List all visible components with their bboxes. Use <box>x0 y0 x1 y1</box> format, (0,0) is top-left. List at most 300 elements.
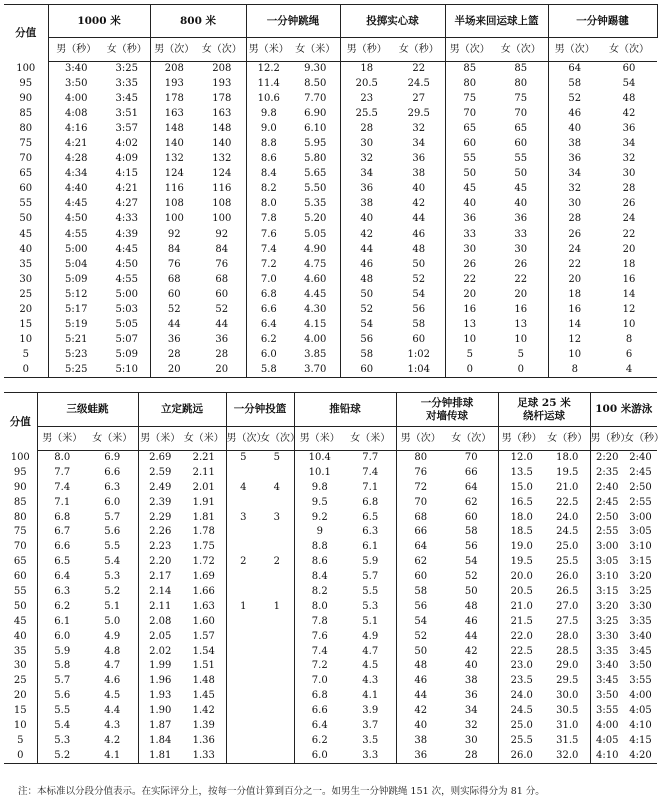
value-cell: 193 <box>198 77 246 92</box>
value-cell: 3.9 <box>345 704 396 719</box>
value-cell: 4:10 <box>590 748 624 763</box>
value-cell: 3.5 <box>345 733 396 748</box>
score-cell: 60 <box>4 182 48 197</box>
table-row <box>4 107 657 122</box>
value-cell: 16 <box>568 303 582 315</box>
table-row <box>4 689 657 704</box>
value-cell: 1.54 <box>182 644 226 659</box>
value-cell: 4:20 <box>624 748 657 763</box>
value-cell: 46 <box>360 258 374 270</box>
event-header: 半场来回运球上篮 <box>445 5 548 38</box>
value-cell: 42 <box>393 197 445 212</box>
value-cell: 5:03 <box>104 302 150 317</box>
value-cell: 18 <box>568 288 582 300</box>
value-cell: 36 <box>568 153 582 165</box>
value-cell: 5 <box>240 452 247 464</box>
value-cell: 60 <box>340 362 393 377</box>
score-cell: 85 <box>4 495 37 510</box>
score-cell: 30 <box>4 659 37 674</box>
value-cell: 7.70 <box>291 92 340 107</box>
value-cell: 5:05 <box>104 317 150 332</box>
event-header: 一分钟跳绳 <box>246 5 340 38</box>
value-cell: 6.3 <box>54 585 71 597</box>
value-cell: 3:25 <box>596 615 619 627</box>
value-cell: 4.9 <box>345 629 396 644</box>
value-cell: 3.70 <box>291 362 340 377</box>
value-cell: 58 <box>445 525 498 540</box>
value-cell: 4.7 <box>345 644 396 659</box>
score-cell: 40 <box>4 629 37 644</box>
value-cell: 52 <box>198 302 246 317</box>
value-cell: 2.11 <box>149 600 172 612</box>
value-cell: 14 <box>568 318 582 330</box>
unit-header: 女（秒） <box>393 38 445 62</box>
table-row <box>4 242 657 257</box>
value-cell: 70 <box>494 107 548 122</box>
value-cell: 46 <box>568 108 582 120</box>
value-cell: 2.29 <box>149 511 172 523</box>
value-cell: 58 <box>393 317 445 332</box>
value-cell: 3:51 <box>104 107 150 122</box>
value-cell: 9.30 <box>291 62 340 77</box>
value-cell: 3:05 <box>629 526 652 538</box>
value-cell <box>260 659 294 674</box>
value-cell: 13.5 <box>510 466 533 478</box>
value-cell: 36 <box>622 123 636 135</box>
value-cell: 27.0 <box>545 599 590 614</box>
score-cell: 90 <box>4 92 48 107</box>
value-cell: 56 <box>414 600 428 612</box>
value-cell: 100 <box>198 212 246 227</box>
value-cell: 1.57 <box>182 629 226 644</box>
score-cell: 10 <box>4 332 48 347</box>
value-cell: 3:20 <box>596 600 619 612</box>
value-cell: 46 <box>393 227 445 242</box>
value-cell: 5.6 <box>87 525 138 540</box>
value-cell: 56 <box>360 333 374 345</box>
value-cell: 5.2 <box>87 585 138 600</box>
value-cell: 60 <box>463 138 477 150</box>
value-cell <box>226 540 260 555</box>
value-cell: 4.2 <box>87 733 138 748</box>
value-cell: 32 <box>568 183 582 195</box>
value-cell: 4.15 <box>291 317 340 332</box>
value-cell: 3:30 <box>629 600 652 612</box>
value-cell: 132 <box>198 152 246 167</box>
value-cell <box>260 614 294 629</box>
score-cell: 100 <box>4 451 37 466</box>
table-row <box>4 465 657 480</box>
value-cell: 38 <box>393 167 445 182</box>
value-cell: 140 <box>164 138 184 150</box>
value-cell: 4:55 <box>104 272 150 287</box>
value-cell: 9.5 <box>311 496 328 508</box>
value-cell: 40 <box>393 182 445 197</box>
value-cell: 4.6 <box>87 674 138 689</box>
value-cell: 54 <box>622 78 636 90</box>
value-cell: 64 <box>445 480 498 495</box>
value-cell: 68 <box>414 511 428 523</box>
value-cell: 72 <box>414 481 428 493</box>
value-cell: 44 <box>167 318 181 330</box>
value-cell: 4:00 <box>65 93 88 105</box>
value-cell: 5.50 <box>291 182 340 197</box>
value-cell: 3:00 <box>596 541 619 553</box>
value-cell: 32 <box>393 122 445 137</box>
event-header: 三级蛙跳 <box>37 393 138 427</box>
value-cell: 5.4 <box>54 719 71 731</box>
value-cell: 60 <box>167 288 181 300</box>
value-cell: 8.6 <box>260 153 277 165</box>
value-cell: 1.33 <box>182 748 226 763</box>
value-cell: 4.8 <box>87 644 138 659</box>
value-cell: 6.3 <box>345 525 396 540</box>
value-cell: 1.60 <box>182 614 226 629</box>
event-header: 投掷实心球 <box>340 5 445 38</box>
table-row <box>4 585 657 600</box>
value-cell: 116 <box>198 182 246 197</box>
value-cell: 163 <box>164 108 184 120</box>
value-cell: 5:23 <box>65 348 88 360</box>
table-row <box>4 62 657 77</box>
table-row <box>4 272 657 287</box>
value-cell: 5:12 <box>65 288 88 300</box>
subheader-row <box>4 427 657 451</box>
value-cell: 163 <box>198 107 246 122</box>
value-cell: 1.36 <box>182 733 226 748</box>
value-cell: 5.1 <box>345 614 396 629</box>
value-cell: 6.1 <box>345 540 396 555</box>
value-cell: 24 <box>622 213 636 225</box>
value-cell: 29.0 <box>545 659 590 674</box>
value-cell: 4 <box>240 481 247 493</box>
value-cell: 4:15 <box>629 734 652 746</box>
value-cell: 4.5 <box>87 689 138 704</box>
value-cell: 8.8 <box>311 541 328 553</box>
value-cell: 32 <box>445 719 498 734</box>
value-cell: 3:10 <box>629 541 652 553</box>
value-cell: 9.8 <box>260 108 277 120</box>
value-cell: 30 <box>445 733 498 748</box>
value-cell <box>260 704 294 719</box>
value-cell: 4.45 <box>291 287 340 302</box>
value-cell: 193 <box>164 78 184 90</box>
table-row <box>4 748 657 763</box>
value-cell: 5.6 <box>54 690 71 702</box>
value-cell: 4.30 <box>291 302 340 317</box>
header-row <box>4 5 657 38</box>
event-header: 一分钟排球 对墙传球 <box>396 393 498 427</box>
value-cell: 5:00 <box>104 287 150 302</box>
value-cell: 6.8 <box>54 511 71 523</box>
value-cell: 26 <box>494 257 548 272</box>
value-cell: 3:30 <box>596 630 619 642</box>
event-header: 一分钟投篮 <box>226 393 294 427</box>
table-row <box>4 317 657 332</box>
value-cell: 8.4 <box>260 168 277 180</box>
value-cell <box>226 614 260 629</box>
value-cell: 5:10 <box>104 362 150 377</box>
value-cell: 56 <box>393 302 445 317</box>
value-cell <box>260 465 294 480</box>
value-cell: 5:04 <box>65 258 88 270</box>
value-cell: 4.4 <box>87 704 138 719</box>
table-row <box>4 212 657 227</box>
header-row <box>4 393 657 427</box>
value-cell: 2.23 <box>149 541 172 553</box>
value-cell: 5.3 <box>87 570 138 585</box>
value-cell: 18 <box>622 258 636 270</box>
value-cell: 5.20 <box>291 212 340 227</box>
value-cell: 1.45 <box>182 689 226 704</box>
value-cell: 6.0 <box>294 748 345 763</box>
value-cell: 1.81 <box>182 510 226 525</box>
value-cell: 4:05 <box>629 705 652 717</box>
value-cell <box>226 644 260 659</box>
value-cell: 30 <box>568 198 582 210</box>
unit-header: 男（次） <box>396 427 445 451</box>
value-cell: 132 <box>164 153 184 165</box>
value-cell: 4.9 <box>87 629 138 644</box>
value-cell: 10 <box>494 332 548 347</box>
value-cell: 2:45 <box>629 466 652 478</box>
value-cell: 1 <box>260 599 294 614</box>
score-cell: 55 <box>4 585 37 600</box>
value-cell: 1.42 <box>182 704 226 719</box>
table-row <box>4 733 657 748</box>
value-cell: 55 <box>494 152 548 167</box>
value-cell: 22.5 <box>545 495 590 510</box>
value-cell: 3:45 <box>596 675 619 687</box>
value-cell: 2.08 <box>149 615 172 627</box>
value-cell <box>226 629 260 644</box>
value-cell <box>260 525 294 540</box>
value-cell: 76 <box>414 466 428 478</box>
value-cell: 2 <box>240 556 247 568</box>
table-row <box>4 629 657 644</box>
table-row <box>4 599 657 614</box>
value-cell: 208 <box>198 62 246 77</box>
value-cell: 13 <box>494 317 548 332</box>
value-cell: 3 <box>240 511 247 523</box>
table-row <box>4 137 657 152</box>
value-cell: 34 <box>445 704 498 719</box>
value-cell: 40 <box>360 213 374 225</box>
value-cell: 18 <box>360 63 374 75</box>
value-cell: 6.0 <box>54 630 71 642</box>
value-cell: 1.48 <box>182 674 226 689</box>
value-cell: 3:00 <box>629 511 652 523</box>
value-cell: 24.5 <box>545 525 590 540</box>
value-cell <box>226 570 260 585</box>
value-cell: 24.5 <box>393 77 445 92</box>
score-cell: 65 <box>4 555 37 570</box>
value-cell: 5.8 <box>246 362 291 377</box>
value-cell: 11.4 <box>257 78 280 90</box>
value-cell: 21.5 <box>510 615 533 627</box>
value-cell: 2:35 <box>596 466 619 478</box>
value-cell: 2:55 <box>629 496 652 508</box>
unit-header: 男（次） <box>226 427 260 451</box>
value-cell: 40 <box>463 198 477 210</box>
unit-header: 男（米） <box>294 427 345 451</box>
value-cell: 32.0 <box>545 748 590 763</box>
unit-header: 女（米） <box>345 427 396 451</box>
value-cell: 6.7 <box>54 526 71 538</box>
value-cell <box>226 525 260 540</box>
value-cell: 42 <box>445 644 498 659</box>
table-row <box>4 480 657 495</box>
value-cell: 6.6 <box>260 303 277 315</box>
value-cell: 3:55 <box>629 675 652 687</box>
value-cell: 16 <box>622 273 636 285</box>
value-cell: 10 <box>463 333 477 345</box>
value-cell: 6.4 <box>54 571 71 583</box>
unit-header: 男（秒） <box>340 38 393 62</box>
value-cell: 12.0 <box>510 452 533 464</box>
value-cell: 7.1 <box>54 496 71 508</box>
value-cell: 40 <box>445 659 498 674</box>
value-cell: 12 <box>622 303 636 315</box>
value-cell: 29.5 <box>393 107 445 122</box>
score-cell: 15 <box>4 704 37 719</box>
value-cell: 8 <box>625 333 633 345</box>
table-row <box>4 570 657 585</box>
value-cell: 1.69 <box>182 570 226 585</box>
value-cell: 52 <box>445 570 498 585</box>
value-cell: 5.4 <box>87 555 138 570</box>
table-row <box>4 451 657 466</box>
value-cell: 20.5 <box>510 585 533 597</box>
value-cell: 58 <box>568 78 582 90</box>
unit-header: 女（次） <box>494 38 548 62</box>
score-cell: 35 <box>4 257 48 272</box>
value-cell: 3:40 <box>596 660 619 672</box>
score-cell: 0 <box>4 362 48 377</box>
value-cell: 5.0 <box>87 614 138 629</box>
value-cell: 6.8 <box>311 690 328 702</box>
value-cell: 4:09 <box>104 152 150 167</box>
value-cell: 33 <box>494 227 548 242</box>
value-cell: 4:50 <box>65 213 88 225</box>
value-cell: 3:15 <box>596 585 619 597</box>
score-cell: 100 <box>4 62 48 77</box>
value-cell: 48 <box>445 599 498 614</box>
value-cell: 20.5 <box>355 78 378 90</box>
value-cell <box>260 719 294 734</box>
unit-header: 女（次） <box>445 427 498 451</box>
value-cell: 2:50 <box>629 481 652 493</box>
value-cell: 4 <box>601 362 657 377</box>
score-cell: 20 <box>4 302 48 317</box>
value-cell: 6.4 <box>311 719 328 731</box>
value-cell: 28 <box>445 748 498 763</box>
value-cell: 6.4 <box>260 318 277 330</box>
value-cell: 20 <box>198 362 246 377</box>
value-cell: 6.5 <box>345 510 396 525</box>
value-cell: 85 <box>463 63 477 75</box>
value-cell: 124 <box>164 168 184 180</box>
value-cell: 42 <box>360 228 374 240</box>
score-column-header: 分值 <box>4 5 48 62</box>
value-cell: 84 <box>198 242 246 257</box>
table-row <box>4 525 657 540</box>
value-cell: 5.1 <box>87 599 138 614</box>
value-cell: 19.5 <box>545 465 590 480</box>
value-cell: 22.5 <box>510 645 533 657</box>
value-cell: 60 <box>494 137 548 152</box>
value-cell: 6.5 <box>54 556 71 568</box>
value-cell: 8 <box>548 362 601 377</box>
value-cell: 40 <box>568 123 582 135</box>
value-cell: 3.3 <box>345 748 396 763</box>
value-cell: 1:02 <box>393 347 445 362</box>
value-cell: 8.2 <box>260 183 277 195</box>
value-cell: 3:50 <box>596 690 619 702</box>
value-cell: 26 <box>568 228 582 240</box>
value-cell: 92 <box>198 227 246 242</box>
value-cell: 16 <box>463 303 477 315</box>
table-row <box>4 92 657 107</box>
value-cell: 36 <box>445 689 498 704</box>
table-row <box>4 644 657 659</box>
value-cell: 42 <box>414 705 428 717</box>
score-cell: 5 <box>4 347 48 362</box>
value-cell: 50 <box>360 288 374 300</box>
score-cell: 10 <box>4 719 37 734</box>
value-cell: 48 <box>622 93 636 105</box>
score-cell: 80 <box>4 510 37 525</box>
value-cell: 50 <box>463 168 477 180</box>
value-cell: 5.65 <box>291 167 340 182</box>
score-cell: 0 <box>4 748 37 763</box>
value-cell: 4:08 <box>65 108 88 120</box>
value-cell: 20 <box>150 362 198 377</box>
value-cell: 64 <box>414 541 428 553</box>
value-cell: 6.6 <box>87 465 138 480</box>
value-cell: 30.0 <box>545 689 590 704</box>
value-cell: 62 <box>414 556 428 568</box>
value-cell: 5:19 <box>65 318 88 330</box>
value-cell: 1.99 <box>149 660 172 672</box>
unit-header: 女（秒） <box>624 427 657 451</box>
table-row <box>4 227 657 242</box>
value-cell <box>226 689 260 704</box>
value-cell: 50 <box>393 257 445 272</box>
value-cell: 7.7 <box>54 466 71 478</box>
value-cell: 5.7 <box>87 510 138 525</box>
value-cell: 20 <box>494 287 548 302</box>
value-cell: 3:40 <box>65 63 88 75</box>
value-cell: 1.63 <box>182 599 226 614</box>
value-cell: 2.39 <box>149 496 172 508</box>
value-cell <box>226 704 260 719</box>
event-header: 100 米游泳 <box>590 393 657 427</box>
unit-header: 男（米） <box>138 427 182 451</box>
value-cell: 2:20 <box>596 452 619 464</box>
score-table-2 <box>4 392 664 764</box>
value-cell: 116 <box>164 183 184 195</box>
value-cell: 44 <box>393 212 445 227</box>
score-cell: 5 <box>4 733 37 748</box>
value-cell: 22 <box>494 272 548 287</box>
value-cell: 23.0 <box>510 660 533 672</box>
value-cell: 25.0 <box>545 540 590 555</box>
value-cell: 2.17 <box>149 571 172 583</box>
value-cell: 5.8 <box>54 660 71 672</box>
table-row <box>4 197 657 212</box>
value-cell: 7.7 <box>345 451 396 466</box>
